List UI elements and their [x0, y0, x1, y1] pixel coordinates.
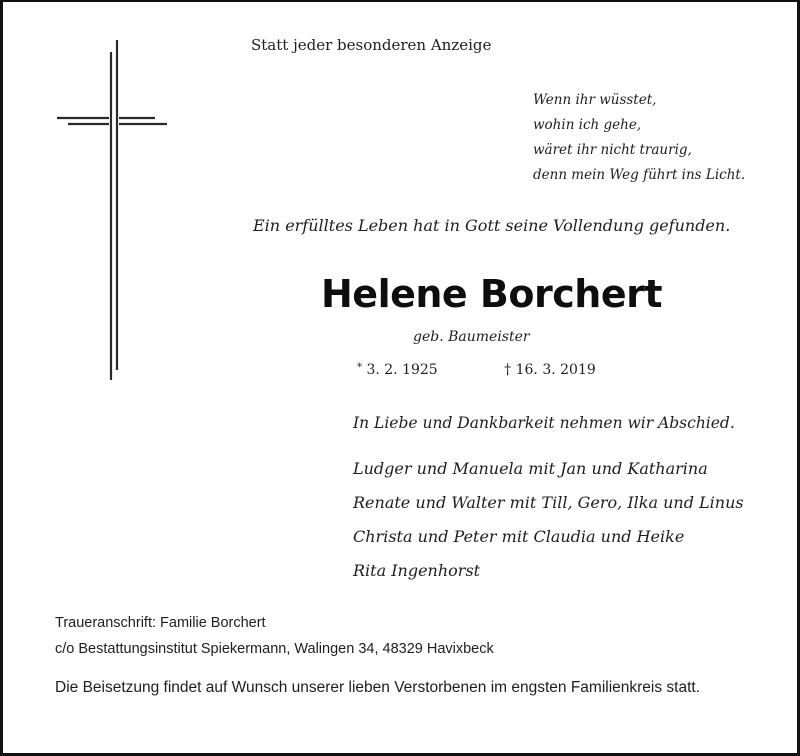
lead-line: Ein erfülltes Leben hat in Gott seine Vollendung gefunden.	[253, 216, 731, 235]
poem-line: Wenn ihr wüsstet,	[533, 92, 657, 108]
farewell-line: In Liebe und Dankbarkeit nehmen wir Abschied.	[353, 414, 735, 432]
address-line: c/o Bestattungsinstitut Spiekermann, Walingen 34, 48329 Havixbeck	[55, 641, 494, 657]
cross-icon	[55, 38, 175, 383]
death-dagger-icon: †	[504, 362, 512, 378]
mourner-line: Ludger und Manuela mit Jan und Katharina	[353, 459, 708, 478]
maiden-name: geb. Baumeister	[413, 329, 530, 345]
mourner-line: Renate und Walter mit Till, Gero, Ilka und Linus	[353, 493, 744, 512]
mourner-line: Rita Ingenhorst	[353, 561, 481, 580]
life-dates	[357, 362, 596, 378]
address-line: Traueranschrift: Familie Borchert	[55, 615, 266, 631]
poem-line: wäret ihr nicht traurig,	[533, 142, 692, 158]
poem	[533, 88, 745, 188]
poem-line: denn mein Weg führt ins Licht.	[533, 167, 746, 183]
mourner-line: Christa und Peter mit Claudia und Heike	[353, 527, 685, 546]
poem-line: wohin ich gehe,	[533, 117, 642, 133]
birth-star-icon: *	[357, 362, 362, 373]
deceased-name: Helene Borchert	[321, 272, 662, 316]
death-date: 16. 3. 2019	[515, 362, 596, 378]
birth-date: 3. 2. 1925	[366, 362, 438, 378]
mourners-list	[353, 452, 744, 588]
mourning-address	[55, 610, 494, 662]
burial-note: Die Beisetzung findet auf Wunsch unserer lieben Verstorbenen im engsten Familienkreis statt.	[55, 679, 701, 696]
header-line: Statt jeder besonderen Anzeige	[251, 36, 492, 54]
